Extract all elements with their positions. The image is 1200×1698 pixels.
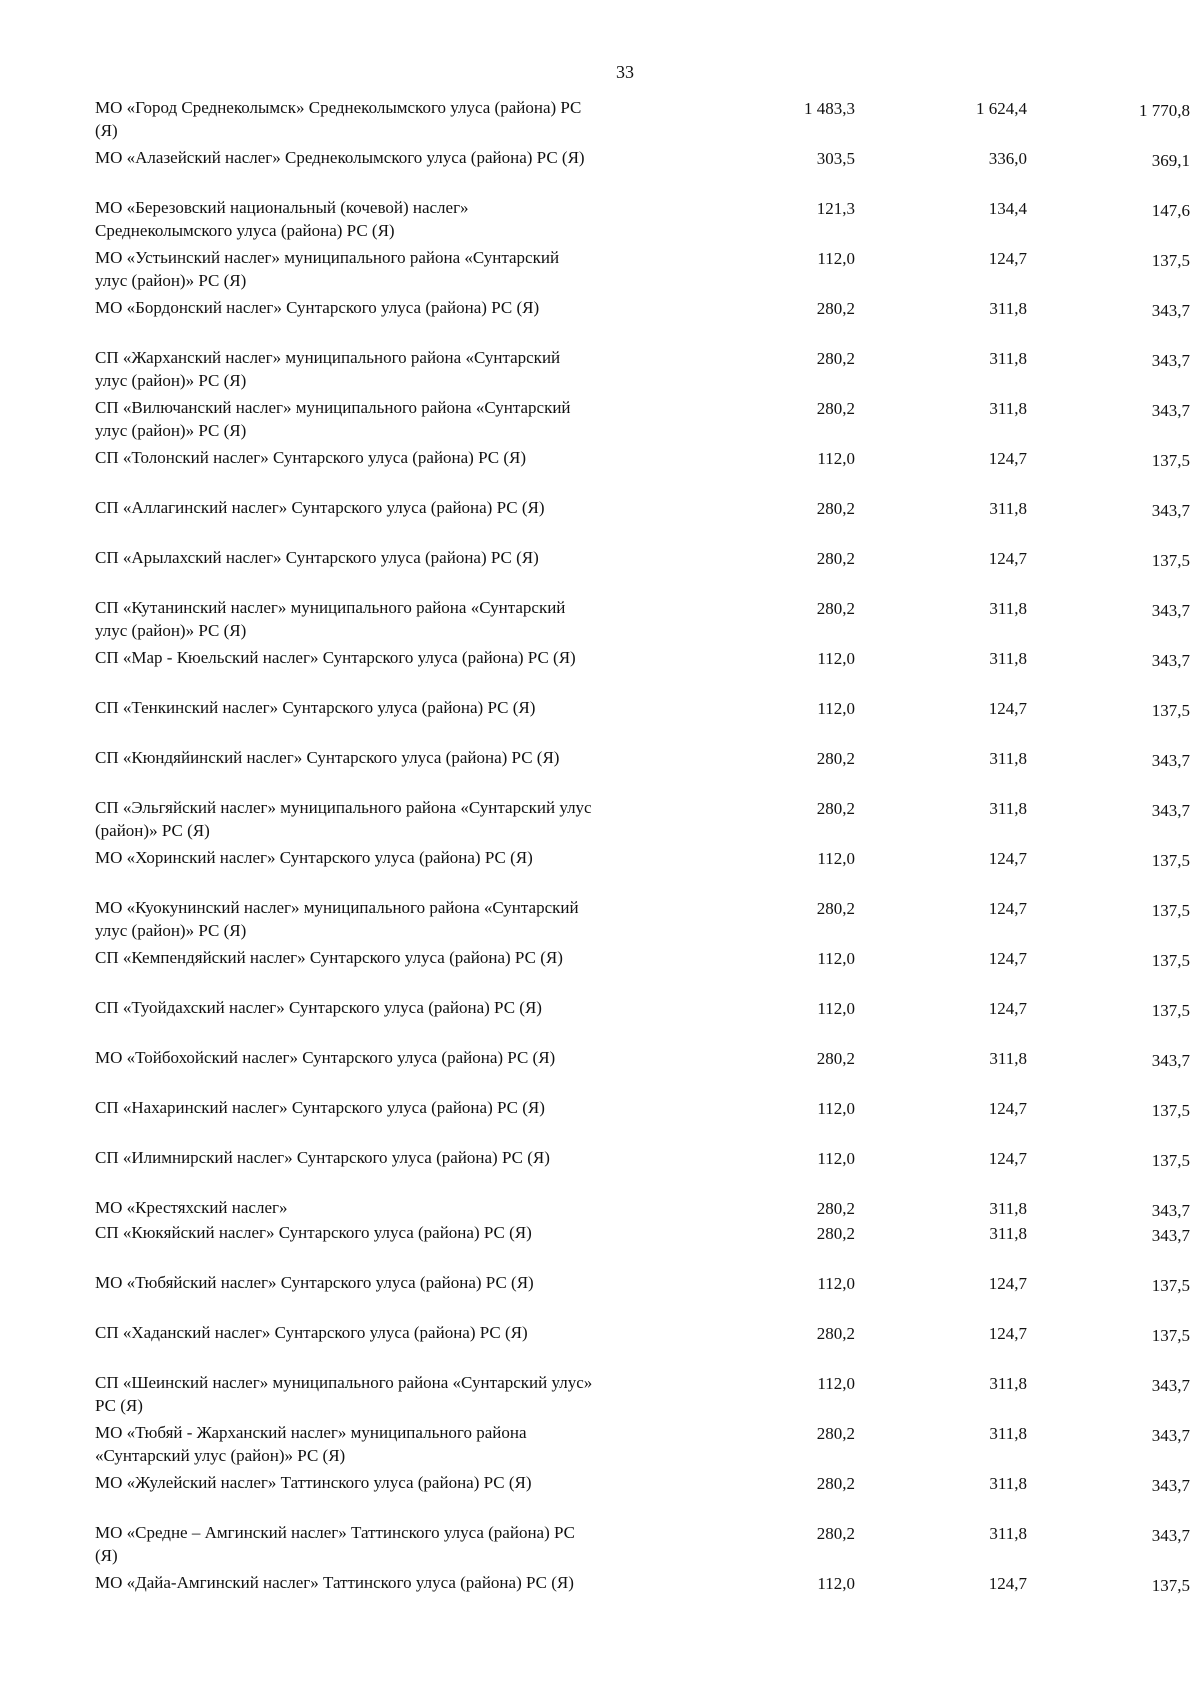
- value-year-1: 280,2: [816, 1199, 855, 1218]
- value-year-1: 112,0: [817, 699, 855, 718]
- value-year-2: 124,7: [988, 1149, 1027, 1168]
- value-year-1: 112,0: [817, 449, 855, 468]
- value-year-3: 137,5: [1151, 1276, 1190, 1295]
- value-year-3: 137,5: [1151, 951, 1190, 970]
- value-year-2: 124,7: [988, 1574, 1027, 1593]
- value-year-3: 343,7: [1151, 1201, 1190, 1220]
- value-year-3: 137,5: [1151, 901, 1190, 920]
- value-year-1: 280,2: [816, 899, 855, 918]
- table-row: [95, 297, 1190, 347]
- value-year-1: 280,2: [816, 499, 855, 518]
- table-row: [95, 497, 1190, 547]
- municipality-name: МО «Крестяхский наслег»: [95, 1198, 288, 1217]
- table-row: [95, 647, 1190, 697]
- value-year-1: 112,0: [817, 1574, 855, 1593]
- municipality-name: СП «Нахаринский наслег» Сунтарского улуса (района) РС (Я): [95, 1098, 545, 1117]
- value-year-3: 137,5: [1151, 1576, 1190, 1595]
- municipality-name: МО «Средне – Амгинский наслег» Таттинского улуса (района) РС (Я): [95, 1523, 575, 1565]
- page-number: 33: [616, 62, 634, 82]
- value-year-2: 124,7: [988, 699, 1027, 718]
- value-year-3: 343,7: [1151, 601, 1190, 620]
- table-row: [95, 1522, 1190, 1572]
- value-year-1: 303,5: [816, 149, 855, 168]
- value-year-3: 137,5: [1151, 1001, 1190, 1020]
- value-year-3: 343,7: [1151, 1226, 1190, 1245]
- municipality-name: СП «Аллагинский наслег» Сунтарского улуса (района) РС (Я): [95, 498, 545, 517]
- value-year-2: 311,8: [989, 749, 1027, 768]
- value-year-1: 280,2: [816, 1474, 855, 1493]
- value-year-1: 280,2: [816, 299, 855, 318]
- value-year-3: 343,7: [1151, 301, 1190, 320]
- value-year-1: 112,0: [817, 999, 855, 1018]
- table-row: [95, 347, 1190, 397]
- value-year-2: 311,8: [989, 399, 1027, 418]
- value-year-1: 112,0: [817, 1374, 855, 1393]
- municipality-name: МО «Город Среднеколымск» Среднеколымского улуса (района) РС (Я): [95, 98, 582, 140]
- municipality-name: СП «Мар - Кюельский наслег» Сунтарского улуса (района) РС (Я): [95, 648, 576, 667]
- value-year-1: 112,0: [817, 1149, 855, 1168]
- municipality-name: СП «Арылахский наслег» Сунтарского улуса (района) РС (Я): [95, 548, 539, 567]
- value-year-3: 343,7: [1151, 351, 1190, 370]
- municipality-name: СП «Хаданский наслег» Сунтарского улуса (района) РС (Я): [95, 1323, 528, 1342]
- value-year-1: 280,2: [816, 1324, 855, 1343]
- value-year-1: 112,0: [817, 1274, 855, 1293]
- table-row: [95, 947, 1190, 997]
- value-year-2: 124,7: [988, 999, 1027, 1018]
- table-row: [95, 397, 1190, 447]
- value-year-1: 112,0: [817, 949, 855, 968]
- value-year-2: 311,8: [989, 499, 1027, 518]
- value-year-3: 137,5: [1151, 701, 1190, 720]
- value-year-2: 1 624,4: [976, 99, 1027, 118]
- value-year-1: 280,2: [816, 799, 855, 818]
- table-row: [95, 447, 1190, 497]
- value-year-3: 343,7: [1151, 1051, 1190, 1070]
- municipality-name: МО «Куокунинский наслег» муниципального района «Сунтарский улус (район)» РС (Я): [95, 898, 579, 940]
- value-year-3: 343,7: [1151, 1526, 1190, 1545]
- municipality-name: СП «Кемпендяйский наслег» Сунтарского улуса (района) РС (Я): [95, 948, 563, 967]
- value-year-3: 137,5: [1151, 551, 1190, 570]
- value-year-1: 112,0: [817, 1099, 855, 1118]
- value-year-2: 124,7: [988, 449, 1027, 468]
- value-year-2: 311,8: [989, 599, 1027, 618]
- value-year-2: 311,8: [989, 1424, 1027, 1443]
- municipality-name: МО «Устьинский наслег» муниципального района «Сунтарский улус (район)» РС (Я): [95, 248, 560, 290]
- table-row: [95, 247, 1190, 297]
- table-row: [95, 147, 1190, 197]
- table-row: [95, 997, 1190, 1047]
- value-year-1: 121,3: [816, 199, 855, 218]
- value-year-2: 311,8: [989, 799, 1027, 818]
- value-year-1: 280,2: [816, 399, 855, 418]
- value-year-2: 124,7: [988, 949, 1027, 968]
- value-year-3: 369,1: [1151, 151, 1190, 170]
- municipality-name: МО «Алазейский наслег» Среднеколымского улуса (района) РС (Я): [95, 148, 585, 167]
- value-year-1: 280,2: [816, 749, 855, 768]
- value-year-3: 343,7: [1151, 1376, 1190, 1395]
- municipality-name: МО «Жулейский наслег» Таттинского улуса (района) РС (Я): [95, 1473, 532, 1492]
- table-row: [95, 97, 1190, 147]
- municipality-name: СП «Кюндяйинский наслег» Сунтарского улуса (района) РС (Я): [95, 748, 560, 767]
- table-row: [95, 797, 1190, 847]
- value-year-3: 1 770,8: [1139, 101, 1190, 120]
- value-year-2: 336,0: [988, 149, 1027, 168]
- table-row: [95, 697, 1190, 747]
- value-year-2: 124,7: [988, 899, 1027, 918]
- municipality-name: СП «Вилючанский наслег» муниципального района «Сунтарский улус (район)» РС (Я): [95, 398, 571, 440]
- table-row: [95, 597, 1190, 647]
- table-row: [95, 547, 1190, 597]
- table-row: [95, 1272, 1190, 1322]
- budget-table: [95, 97, 1190, 1622]
- value-year-1: 1 483,3: [804, 99, 855, 118]
- value-year-1: 112,0: [817, 649, 855, 668]
- value-year-3: 137,5: [1151, 851, 1190, 870]
- value-year-2: 124,7: [988, 249, 1027, 268]
- value-year-3: 343,7: [1151, 1476, 1190, 1495]
- value-year-2: 124,7: [988, 549, 1027, 568]
- value-year-2: 311,8: [989, 299, 1027, 318]
- table-row: [95, 1097, 1190, 1147]
- value-year-3: 147,6: [1151, 201, 1190, 220]
- value-year-2: 124,7: [988, 1324, 1027, 1343]
- municipality-name: СП «Кутанинский наслег» муниципального района «Сунтарский улус (район)» РС (Я): [95, 598, 566, 640]
- value-year-2: 311,8: [989, 1474, 1027, 1493]
- value-year-3: 137,5: [1151, 1151, 1190, 1170]
- municipality-name: МО «Дайа-Амгинский наслег» Таттинского улуса (района) РС (Я): [95, 1573, 574, 1592]
- value-year-1: 280,2: [816, 1224, 855, 1243]
- value-year-3: 343,7: [1151, 751, 1190, 770]
- value-year-1: 112,0: [817, 849, 855, 868]
- table-row: [95, 1322, 1190, 1372]
- value-year-2: 311,8: [989, 649, 1027, 668]
- table-row: [95, 1147, 1190, 1197]
- municipality-name: МО «Тойбохойский наслег» Сунтарского улуса (района) РС (Я): [95, 1048, 556, 1067]
- value-year-3: 343,7: [1151, 501, 1190, 520]
- value-year-3: 137,5: [1151, 251, 1190, 270]
- value-year-1: 112,0: [817, 249, 855, 268]
- municipality-name: СП «Шеинский наслег» муниципального района «Сунтарский улус» РС (Я): [95, 1373, 593, 1415]
- value-year-1: 280,2: [816, 1424, 855, 1443]
- municipality-name: МО «Тюбяй - Жарханский наслег» муниципального района «Сунтарский улус (район)» РС (Я): [95, 1423, 527, 1465]
- value-year-2: 124,7: [988, 1274, 1027, 1293]
- municipality-name: СП «Жарханский наслег» муниципального района «Сунтарский улус (район)» РС (Я): [95, 348, 561, 390]
- value-year-2: 311,8: [989, 349, 1027, 368]
- value-year-3: 343,7: [1151, 1426, 1190, 1445]
- value-year-1: 280,2: [816, 1524, 855, 1543]
- municipality-name: СП «Толонский наслег» Сунтарского улуса (района) РС (Я): [95, 448, 527, 467]
- table-row: [95, 847, 1190, 897]
- value-year-2: 124,7: [988, 1099, 1027, 1118]
- table-row: [95, 197, 1190, 247]
- table-row: [95, 747, 1190, 797]
- value-year-1: 280,2: [816, 349, 855, 368]
- municipality-name: МО «Тюбяйский наслег» Сунтарского улуса (района) РС (Я): [95, 1273, 534, 1292]
- value-year-3: 343,7: [1151, 401, 1190, 420]
- table-row: [95, 1372, 1190, 1422]
- municipality-name: МО «Бордонский наслег» Сунтарского улуса (района) РС (Я): [95, 298, 540, 317]
- value-year-3: 137,5: [1151, 1101, 1190, 1120]
- table-row: [95, 1572, 1190, 1622]
- value-year-2: 134,4: [988, 199, 1027, 218]
- value-year-3: 137,5: [1151, 1326, 1190, 1345]
- table-row: [95, 1222, 1190, 1272]
- value-year-2: 311,8: [989, 1224, 1027, 1243]
- value-year-2: 311,8: [989, 1524, 1027, 1543]
- value-year-2: 311,8: [989, 1374, 1027, 1393]
- value-year-1: 280,2: [816, 549, 855, 568]
- table-row: [95, 1197, 1190, 1222]
- value-year-2: 311,8: [989, 1049, 1027, 1068]
- municipality-name: МО «Хоринский наслег» Сунтарского улуса (района) РС (Я): [95, 848, 533, 867]
- table-row: [95, 1472, 1190, 1522]
- value-year-2: 311,8: [989, 1199, 1027, 1218]
- value-year-3: 343,7: [1151, 651, 1190, 670]
- table-row: [95, 1047, 1190, 1097]
- value-year-2: 124,7: [988, 849, 1027, 868]
- municipality-name: СП «Туойдахский наслег» Сунтарского улуса (района) РС (Я): [95, 998, 542, 1017]
- municipality-name: СП «Илимнирский наслег» Сунтарского улуса (района) РС (Я): [95, 1148, 550, 1167]
- value-year-1: 280,2: [816, 1049, 855, 1068]
- table-row: [95, 1422, 1190, 1472]
- value-year-3: 137,5: [1151, 451, 1190, 470]
- table-row: [95, 897, 1190, 947]
- municipality-name: СП «Кюкяйский наслег» Сунтарского улуса (района) РС (Я): [95, 1223, 532, 1242]
- municipality-name: МО «Березовский национальный (кочевой) наслег» Среднеколымского улуса (района) РС (Я): [95, 198, 469, 240]
- municipality-name: СП «Эльгяйский наслег» муниципального района «Сунтарский улус (район)» РС (Я): [95, 798, 592, 840]
- value-year-1: 280,2: [816, 599, 855, 618]
- municipality-name: СП «Тенкинский наслег» Сунтарского улуса (района) РС (Я): [95, 698, 536, 717]
- value-year-3: 343,7: [1151, 801, 1190, 820]
